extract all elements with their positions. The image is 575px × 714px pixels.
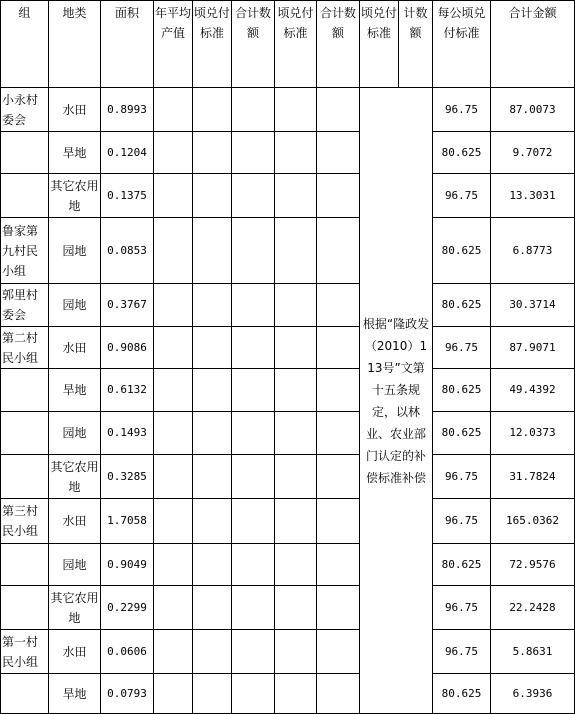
empty-cell [275, 284, 317, 327]
empty-cell [193, 544, 232, 586]
land-type-cell: 水田 [49, 88, 101, 132]
standard-cell: 80.625 [433, 674, 491, 714]
empty-cell [154, 499, 193, 544]
standard-cell: 96.75 [433, 327, 491, 369]
amount-cell: 12.0373 [491, 412, 575, 455]
table-row [1, 674, 575, 714]
empty-cell [317, 218, 360, 284]
group-cell [1, 174, 49, 218]
group-cell: 小永村委会 [1, 88, 49, 132]
area-cell: 1.7058 [101, 499, 154, 544]
empty-cell [317, 674, 360, 714]
empty-cell [232, 218, 275, 284]
empty-cell [232, 674, 275, 714]
standard-cell: 96.75 [433, 174, 491, 218]
header-total-1: 合计数额 [232, 1, 275, 88]
land-type-cell: 旱地 [49, 674, 101, 714]
empty-cell [275, 586, 317, 630]
empty-cell [317, 132, 360, 174]
empty-cell [275, 544, 317, 586]
standard-cell: 80.625 [433, 544, 491, 586]
land-type-cell: 园地 [49, 544, 101, 586]
amount-cell: 31.7824 [491, 455, 575, 499]
table-row [1, 327, 575, 369]
area-cell: 0.6132 [101, 369, 154, 412]
empty-cell [232, 412, 275, 455]
empty-cell [317, 544, 360, 586]
land-type-cell: 水田 [49, 327, 101, 369]
empty-cell [193, 284, 232, 327]
table-body [1, 88, 575, 714]
empty-cell [275, 455, 317, 499]
table-row [1, 284, 575, 327]
header-total-2: 合计数额 [317, 1, 360, 88]
table-row [1, 412, 575, 455]
empty-cell [193, 88, 232, 132]
area-cell: 0.1375 [101, 174, 154, 218]
amount-cell: 165.0362 [491, 499, 575, 544]
group-cell [1, 586, 49, 630]
empty-cell [275, 369, 317, 412]
amount-cell: 49.4392 [491, 369, 575, 412]
empty-cell [232, 132, 275, 174]
header-total-amount: 合计金额 [491, 1, 575, 88]
amount-cell: 9.7072 [491, 132, 575, 174]
table-row [1, 132, 575, 174]
empty-cell [275, 630, 317, 674]
empty-cell [317, 586, 360, 630]
standard-cell: 80.625 [433, 369, 491, 412]
land-type-cell: 其它农用地 [49, 455, 101, 499]
empty-cell [154, 586, 193, 630]
land-type-cell: 园地 [49, 412, 101, 455]
area-cell: 0.3767 [101, 284, 154, 327]
empty-cell [275, 218, 317, 284]
empty-cell [193, 174, 232, 218]
empty-cell [232, 284, 275, 327]
empty-cell [154, 674, 193, 714]
empty-cell [317, 369, 360, 412]
empty-cell [317, 284, 360, 327]
area-cell: 0.2299 [101, 586, 154, 630]
land-type-cell: 水田 [49, 499, 101, 544]
standard-cell: 96.75 [433, 630, 491, 674]
compensation-note: 根据“隆政发（2010）113号”文第十五条规定，以林业、农业部门认定的补偿标准补偿 [360, 88, 433, 714]
empty-cell [154, 88, 193, 132]
table-row [1, 88, 575, 132]
empty-cell [317, 455, 360, 499]
empty-cell [154, 412, 193, 455]
area-cell: 0.3285 [101, 455, 154, 499]
empty-cell [232, 88, 275, 132]
empty-cell [232, 630, 275, 674]
empty-cell [275, 674, 317, 714]
empty-cell [193, 218, 232, 284]
empty-cell [193, 412, 232, 455]
empty-cell [275, 132, 317, 174]
table-row [1, 369, 575, 412]
empty-cell [232, 544, 275, 586]
empty-cell [232, 455, 275, 499]
amount-cell: 72.9576 [491, 544, 575, 586]
standard-cell: 96.75 [433, 455, 491, 499]
table-row [1, 630, 575, 674]
empty-cell [232, 369, 275, 412]
empty-cell [275, 174, 317, 218]
area-cell: 0.0853 [101, 218, 154, 284]
group-cell [1, 412, 49, 455]
group-cell [1, 369, 49, 412]
area-cell: 0.9086 [101, 327, 154, 369]
empty-cell [317, 412, 360, 455]
group-cell: 第二村民小组 [1, 327, 49, 369]
empty-cell [154, 369, 193, 412]
empty-cell [154, 630, 193, 674]
amount-cell: 22.2428 [491, 586, 575, 630]
area-cell: 0.0606 [101, 630, 154, 674]
land-type-cell: 园地 [49, 218, 101, 284]
area-cell: 0.1204 [101, 132, 154, 174]
empty-cell [317, 174, 360, 218]
header-land-type: 地类 [49, 1, 101, 88]
empty-cell [275, 88, 317, 132]
group-cell: 鲁家第九村民小组 [1, 218, 49, 284]
empty-cell [317, 630, 360, 674]
empty-cell [232, 327, 275, 369]
empty-cell [154, 455, 193, 499]
land-type-cell: 园地 [49, 284, 101, 327]
amount-cell: 6.3936 [491, 674, 575, 714]
standard-cell: 80.625 [433, 132, 491, 174]
empty-cell [154, 284, 193, 327]
table-row [1, 174, 575, 218]
empty-cell [193, 499, 232, 544]
standard-cell: 96.75 [433, 499, 491, 544]
land-type-cell: 其它农用地 [49, 586, 101, 630]
group-cell [1, 132, 49, 174]
area-cell: 0.8993 [101, 88, 154, 132]
empty-cell [154, 544, 193, 586]
empty-cell [317, 499, 360, 544]
header-avg-output: 年平均产值 [154, 1, 193, 88]
standard-cell: 80.625 [433, 284, 491, 327]
empty-cell [275, 327, 317, 369]
empty-cell [317, 88, 360, 132]
header-mu-std-3: 顷兑付标准 [360, 1, 399, 88]
amount-cell: 6.8773 [491, 218, 575, 284]
area-cell: 0.9049 [101, 544, 154, 586]
header-per-mu-std: 每公顷兑付标准 [433, 1, 491, 88]
header-mu-std-1: 顷兑付标准 [193, 1, 232, 88]
land-type-cell: 旱地 [49, 132, 101, 174]
empty-cell [232, 499, 275, 544]
table-row [1, 218, 575, 284]
area-cell: 0.0793 [101, 674, 154, 714]
group-cell: 第一村民小组 [1, 630, 49, 674]
empty-cell [232, 174, 275, 218]
empty-cell [275, 499, 317, 544]
empty-cell [193, 674, 232, 714]
empty-cell [193, 327, 232, 369]
amount-cell: 87.0073 [491, 88, 575, 132]
land-type-cell: 其它农用地 [49, 174, 101, 218]
area-cell: 0.1493 [101, 412, 154, 455]
header-row [1, 1, 575, 88]
empty-cell [193, 132, 232, 174]
empty-cell [154, 174, 193, 218]
table-row [1, 499, 575, 544]
empty-cell [317, 327, 360, 369]
empty-cell [154, 132, 193, 174]
empty-cell [193, 369, 232, 412]
empty-cell [232, 586, 275, 630]
group-cell [1, 455, 49, 499]
group-cell: 第三村民小组 [1, 499, 49, 544]
standard-cell: 96.75 [433, 88, 491, 132]
empty-cell [193, 630, 232, 674]
empty-cell [193, 586, 232, 630]
empty-cell [275, 412, 317, 455]
header-count: 计数额 [399, 1, 433, 88]
header-group: 组 [1, 1, 49, 88]
header-mu-std-2: 顷兑付标准 [275, 1, 317, 88]
amount-cell: 5.8631 [491, 630, 575, 674]
group-cell [1, 544, 49, 586]
land-type-cell: 水田 [49, 630, 101, 674]
group-cell [1, 674, 49, 714]
land-type-cell: 旱地 [49, 369, 101, 412]
table-row [1, 586, 575, 630]
amount-cell: 13.3031 [491, 174, 575, 218]
standard-cell: 80.625 [433, 412, 491, 455]
empty-cell [154, 327, 193, 369]
table-row [1, 544, 575, 586]
header-area: 面积 [101, 1, 154, 88]
table-row [1, 455, 575, 499]
empty-cell [154, 218, 193, 284]
empty-cell [193, 455, 232, 499]
standard-cell: 96.75 [433, 586, 491, 630]
standard-cell: 80.625 [433, 218, 491, 284]
amount-cell: 30.3714 [491, 284, 575, 327]
amount-cell: 87.9071 [491, 327, 575, 369]
group-cell: 郭里村委会 [1, 284, 49, 327]
